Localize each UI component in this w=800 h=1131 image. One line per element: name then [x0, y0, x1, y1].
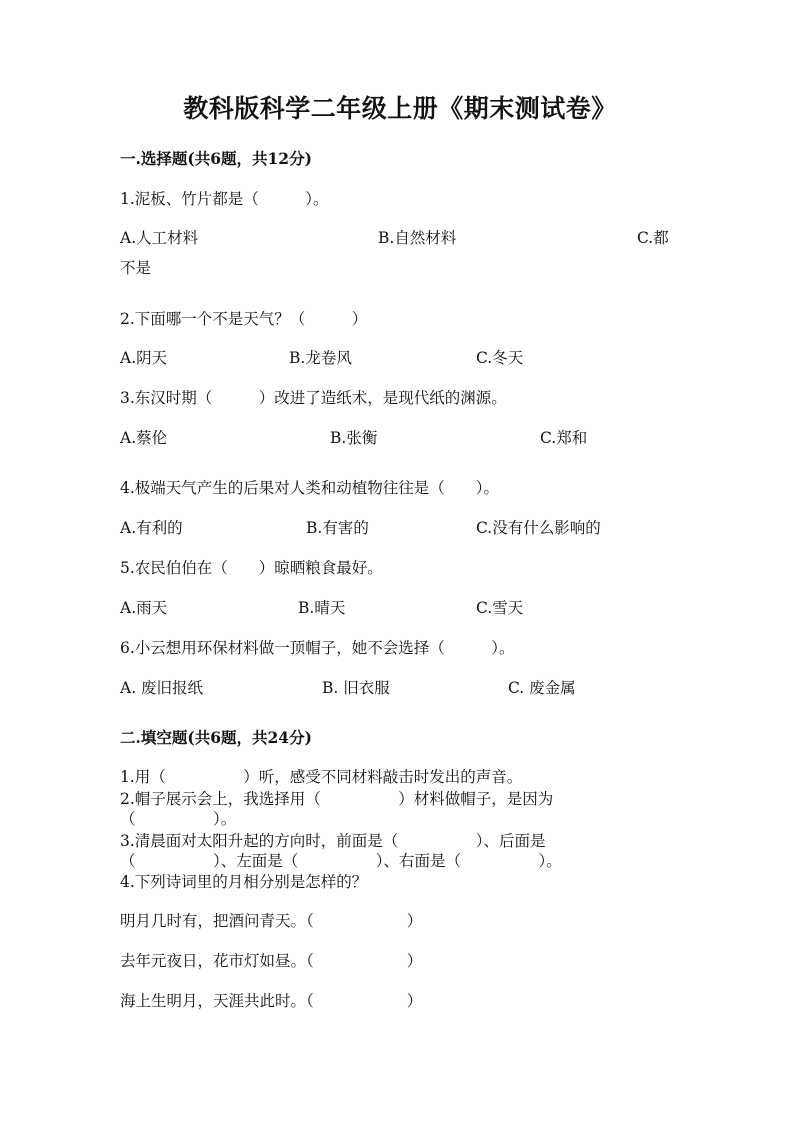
poem-line: 海上生明月，天涯共此时。（ ）: [120, 992, 423, 1010]
page-title: 教科版科学二年级上册《期末测试卷》: [183, 94, 617, 123]
poem-line: 去年元夜日，花市灯如昼。（ ）: [120, 952, 423, 970]
option-c: C.雪天: [476, 599, 524, 617]
option-b: B.自然材料: [378, 229, 457, 247]
fill-line: 4.下列诗词里的月相分别是怎样的？: [120, 873, 368, 891]
poem-line: 明月几时有，把酒问青天。（ ）: [120, 912, 423, 930]
option-a: A.有利的: [120, 519, 183, 537]
question-stem: 1.泥板、竹片都是（ ）。: [120, 190, 329, 208]
option-b: B.张衡: [330, 429, 378, 447]
option-b: B.有害的: [306, 519, 369, 537]
section-heading-choice: 一.选择题(共6题，共12分): [120, 149, 312, 168]
question-stem: 6.小云想用环保材料做一顶帽子，她不会选择（ ）。: [120, 639, 515, 657]
option-c-continuation: 不是: [120, 259, 152, 277]
option-a: A.阴天: [120, 349, 168, 367]
fill-line: （ ）。: [120, 810, 237, 828]
option-c: C.没有什么影响的: [476, 519, 601, 537]
option-c: C.冬天: [476, 349, 524, 367]
option-a: A. 废旧报纸: [120, 679, 204, 697]
question-stem: 4.极端天气产生的后果对人类和动植物往往是（ ）。: [120, 479, 500, 497]
option-b: B. 旧衣服: [322, 679, 390, 697]
option-c: C.都: [637, 229, 669, 247]
option-b: B.龙卷风: [289, 349, 352, 367]
question-stem: 3.东汉时期（ ）改进了造纸术，是现代纸的渊源。: [120, 389, 507, 407]
fill-line: 1.用（ ）听，感受不同材料敲击时发出的声音。: [120, 768, 523, 786]
option-a: A.雨天: [120, 599, 168, 617]
fill-line: 3.清晨面对太阳升起的方向时，前面是（ ）、后面是: [120, 832, 546, 850]
option-b: B.晴天: [298, 599, 346, 617]
fill-line: （ ）、左面是（ ）、右面是（ ）。: [120, 852, 562, 870]
option-a: A.人工材料: [120, 229, 199, 247]
option-c: C.郑和: [540, 429, 588, 447]
fill-line: 2.帽子展示会上，我选择用（ ）材料做帽子，是因为: [120, 790, 554, 808]
section-heading-fill: 二.填空题(共6题，共24分): [120, 728, 312, 747]
question-stem: 2.下面哪一个不是天气？（ ）: [120, 310, 368, 328]
option-a: A.蔡伦: [120, 429, 168, 447]
question-stem: 5.农民伯伯在（ ）晾晒粮食最好。: [120, 559, 383, 577]
option-c: C. 废金属: [508, 679, 576, 697]
